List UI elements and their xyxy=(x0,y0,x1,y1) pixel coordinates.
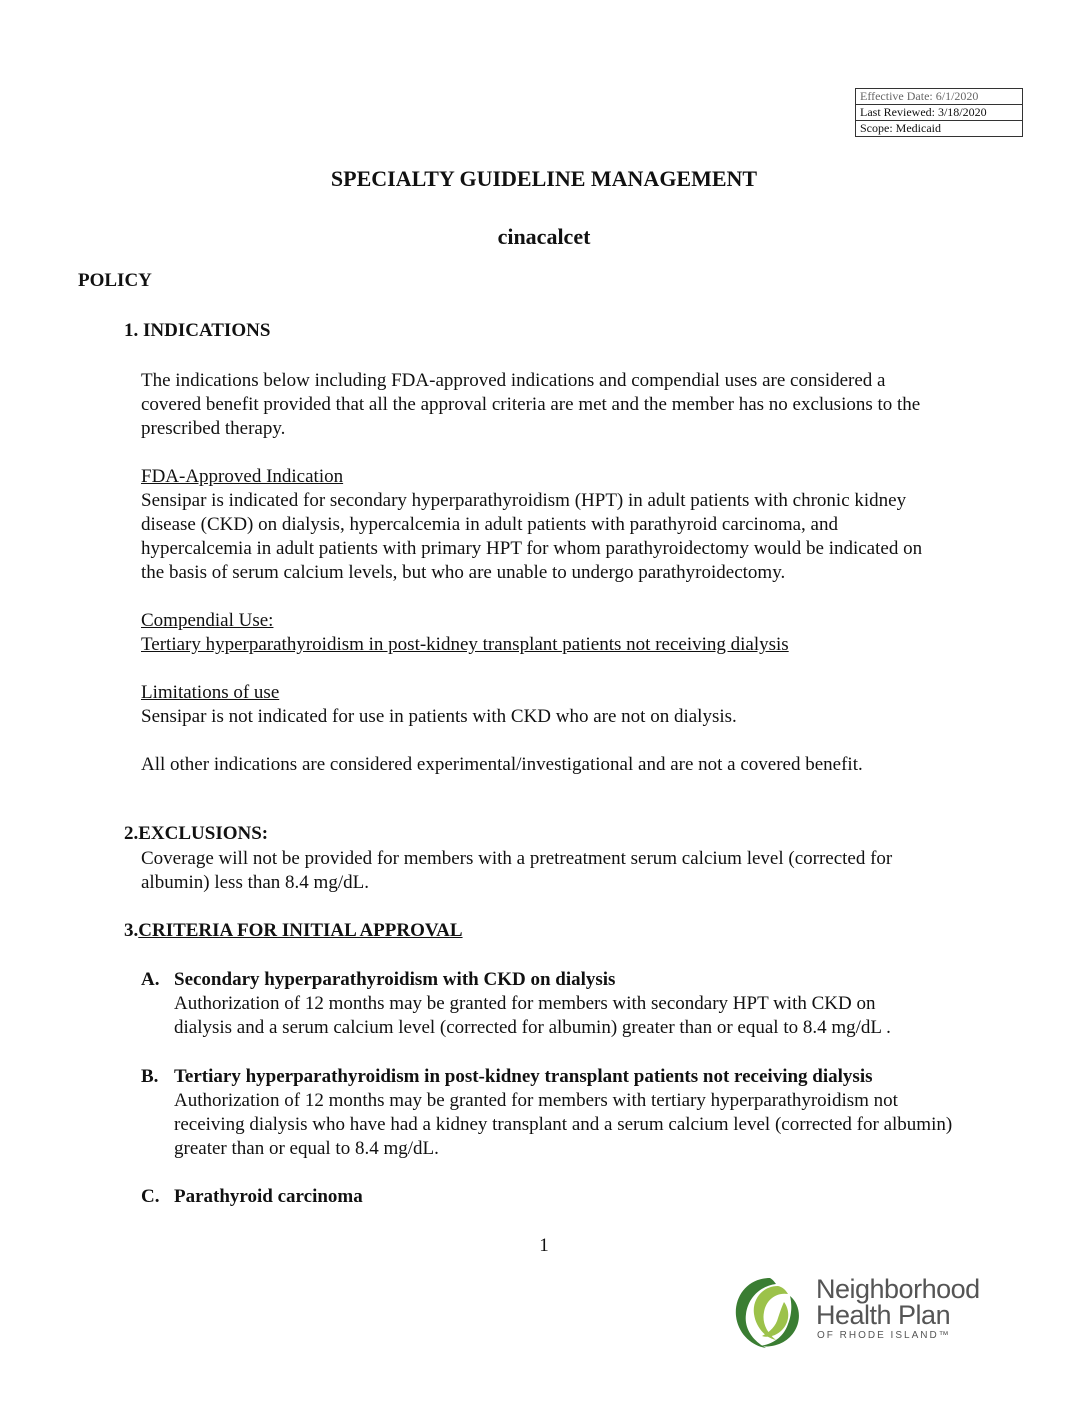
compendial-use xyxy=(141,609,1021,657)
criterion-title: Tertiary hyperparathyroidism in post-kidney transplant patients not receiving dialysis xyxy=(174,1066,873,1087)
text-line: dialysis and a serum calcium level (corrected for albumin) greater than or equal to 8.4 mg/dL . xyxy=(174,1017,891,1038)
fda-heading: FDA-Approved Indication xyxy=(141,466,344,487)
text-line: receiving dialysis who have had a kidney transplant and a serum calcium level (corrected for albumin) xyxy=(174,1114,953,1135)
criterion-letter: C. xyxy=(141,1186,160,1207)
exclusions-text xyxy=(141,847,1021,895)
criterion-title: Secondary hyperparathyroidism with CKD on dialysis xyxy=(174,969,616,990)
text-line: Authorization of 12 months may be granted for members with secondary HPT with CKD on xyxy=(174,993,876,1014)
text-line: The indications below including FDA-approved indications and compendial uses are considered a xyxy=(141,370,886,391)
text-line: covered benefit provided that all the approval criteria are met and the member has no exclusions to the xyxy=(141,394,921,415)
logo-subtitle: OF RHODE ISLAND™ xyxy=(817,1330,951,1341)
section-title: EXCLUSIONS: xyxy=(138,823,269,844)
document-title: SPECIALTY GUIDELINE MANAGEMENT xyxy=(330,166,758,191)
logo-line-2: Health Plan xyxy=(816,1300,951,1330)
fda-approved-indication xyxy=(141,465,1021,585)
text-line: Coverage will not be provided for members with a pretreatment serum calcium level (corrected for xyxy=(141,848,893,869)
policy-meta-box xyxy=(855,88,1023,137)
text-line: the basis of serum calcium levels, but who are unable to undergo parathyroidectomy. xyxy=(141,562,786,583)
limitations-of-use xyxy=(141,681,1021,729)
text-line: disease (CKD) on dialysis, hypercalcemia in adult patients with parathyroid carcinoma, and xyxy=(141,514,838,535)
logo-swirl-icon xyxy=(730,1272,810,1352)
text-line: albumin) less than 8.4 mg/dL. xyxy=(141,872,369,893)
other-indications-note xyxy=(141,753,1021,777)
text-line: All other indications are considered experimental/investigational and are not a covered benefit. xyxy=(141,754,863,775)
section-title: INDICATIONS xyxy=(143,320,271,341)
neighborhood-health-plan-logo xyxy=(730,1272,1010,1352)
criterion-body xyxy=(174,1089,1024,1161)
criterion-title: Parathyroid carcinoma xyxy=(174,1186,363,1207)
effective-date: Effective Date: 6/1/2020 xyxy=(856,89,1022,105)
criterion-letter: B. xyxy=(141,1066,159,1087)
text-line: Sensipar is indicated for secondary hyperparathyroidism (HPT) in adult patients with chronic kidney xyxy=(141,490,907,511)
text-line: greater than or equal to 8.4 mg/dL. xyxy=(174,1138,439,1159)
logo-wordmark xyxy=(816,1276,980,1328)
indications-intro xyxy=(141,369,1021,441)
criteria-heading xyxy=(124,920,463,942)
text-line: hypercalcemia in adult patients with primary HPT for whom parathyroidectomy would be indicated on xyxy=(141,538,923,559)
limitations-heading: Limitations of use xyxy=(141,682,280,703)
logo-line-1: Neighborhood xyxy=(816,1274,980,1304)
section-number: 1. xyxy=(124,320,139,341)
section-number: 2. xyxy=(124,823,139,844)
indications-heading xyxy=(124,320,270,342)
exclusions-heading xyxy=(124,823,268,845)
section-number: 3. xyxy=(124,920,139,941)
compendial-heading: Compendial Use: xyxy=(141,610,274,631)
criterion-letter: A. xyxy=(141,969,160,990)
page-number: 1 xyxy=(539,1235,549,1256)
limitations-text: Sensipar is not indicated for use in patients with CKD who are not on dialysis. xyxy=(141,706,737,727)
text-line: prescribed therapy. xyxy=(141,418,286,439)
text-line: Authorization of 12 months may be granted for members with tertiary hyperparathyroidism not xyxy=(174,1090,898,1111)
scope: Scope: Medicaid xyxy=(860,121,941,135)
drug-name: cinacalcet xyxy=(497,224,591,249)
policy-heading: POLICY xyxy=(78,270,152,291)
section-title: CRITERIA FOR INITIAL APPROVAL xyxy=(138,920,463,941)
last-reviewed-date: Last Reviewed: 3/18/2020 xyxy=(856,105,1022,121)
compendial-text: Tertiary hyperparathyroidism in post-kidney transplant patients not receiving dialysis xyxy=(141,634,789,655)
criterion-body xyxy=(174,992,1024,1040)
